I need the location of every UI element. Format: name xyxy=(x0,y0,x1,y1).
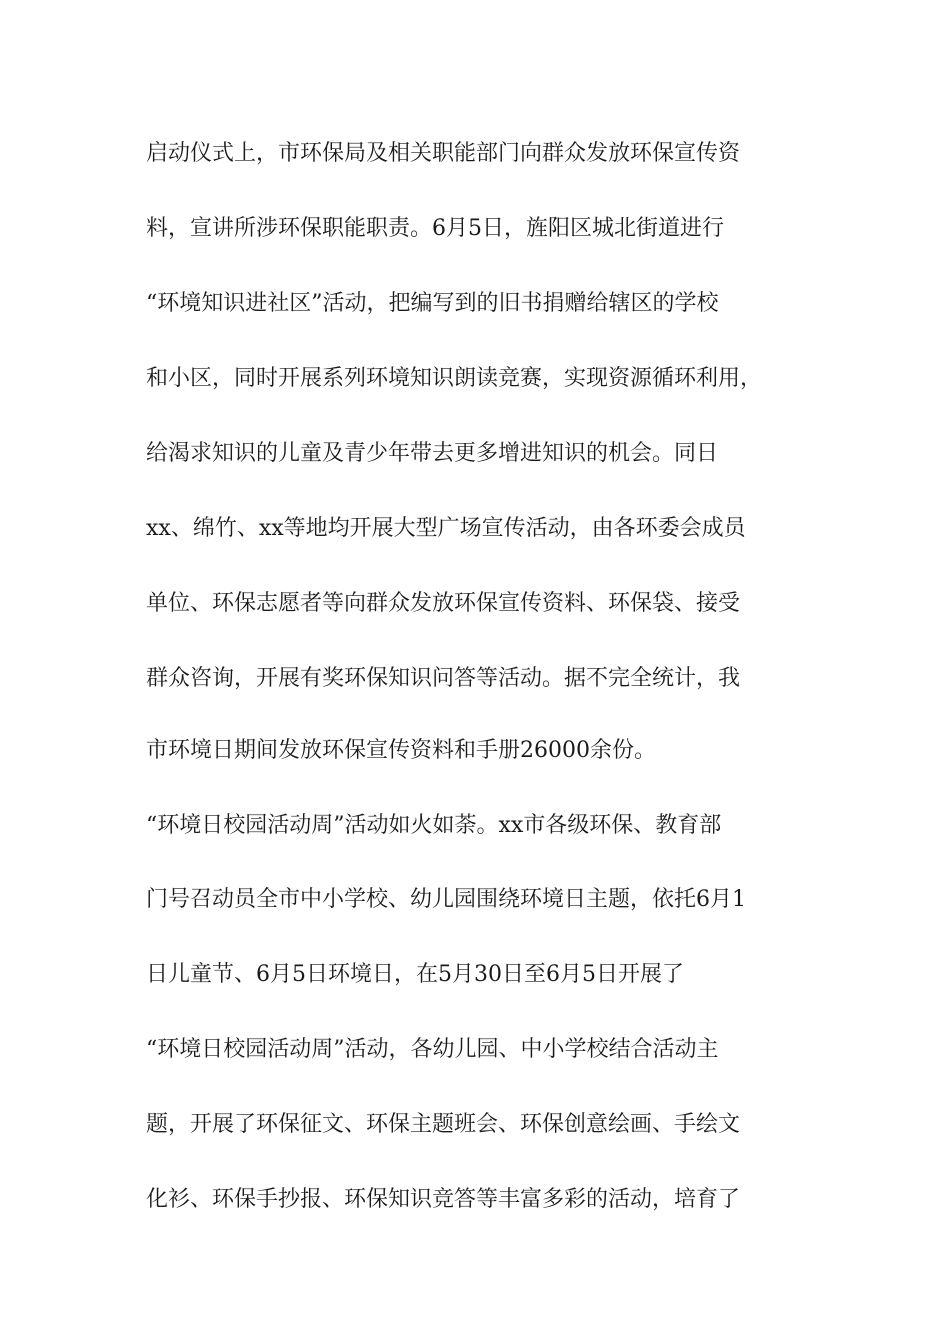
text-line: 启动仪式上，市环保局及相关职能部门向群众发放环保宣传资 xyxy=(146,141,741,166)
text-line: 单位、环保志愿者等向群众发放环保宣传资料、环保袋、接受 xyxy=(146,591,741,616)
text-line: “环境日校园活动周”活动如火如荼。xx市各级环保、教育部 xyxy=(146,813,722,838)
text-line: 给渴求知识的儿童及青少年带去更多增进知识的机会。同日 xyxy=(146,441,719,466)
text-line: xx、绵竹、xx等地均开展大型广场宣传活动，由各环委会成员 xyxy=(146,516,746,541)
text-line: 门号召动员全市中小学校、幼儿园围绕环境日主题，依托6月1 xyxy=(146,887,746,912)
text-line: 群众咨询，开展有奖环保知识问答等活动。据不完全统计，我 xyxy=(146,666,741,691)
text-line: 日儿童节、6月5日环境日，在5月30日至6月5日开展了 xyxy=(146,962,684,987)
text-line: 料，宣讲所涉环保职能职责。6月5日，旌阳区城北街道进行 xyxy=(146,216,724,241)
text-line: “环境知识进社区”活动，把编写到的旧书捐赠给辖区的学校 xyxy=(146,291,719,316)
text-line: 化衫、环保手抄报、环保知识竞答等丰富多彩的活动，培育了 xyxy=(146,1187,741,1212)
text-line: 题，开展了环保征文、环保主题班会、环保创意绘画、手绘文 xyxy=(146,1112,741,1137)
text-line: “环境日校园活动周”活动，各幼儿园、中小学校结合活动主 xyxy=(146,1037,719,1062)
text-line: 和小区，同时开展系列环境知识朗读竞赛，实现资源循环利用， xyxy=(146,366,763,391)
text-line: 市环境日期间发放环保宣传资料和手册26000余份。 xyxy=(146,738,656,763)
